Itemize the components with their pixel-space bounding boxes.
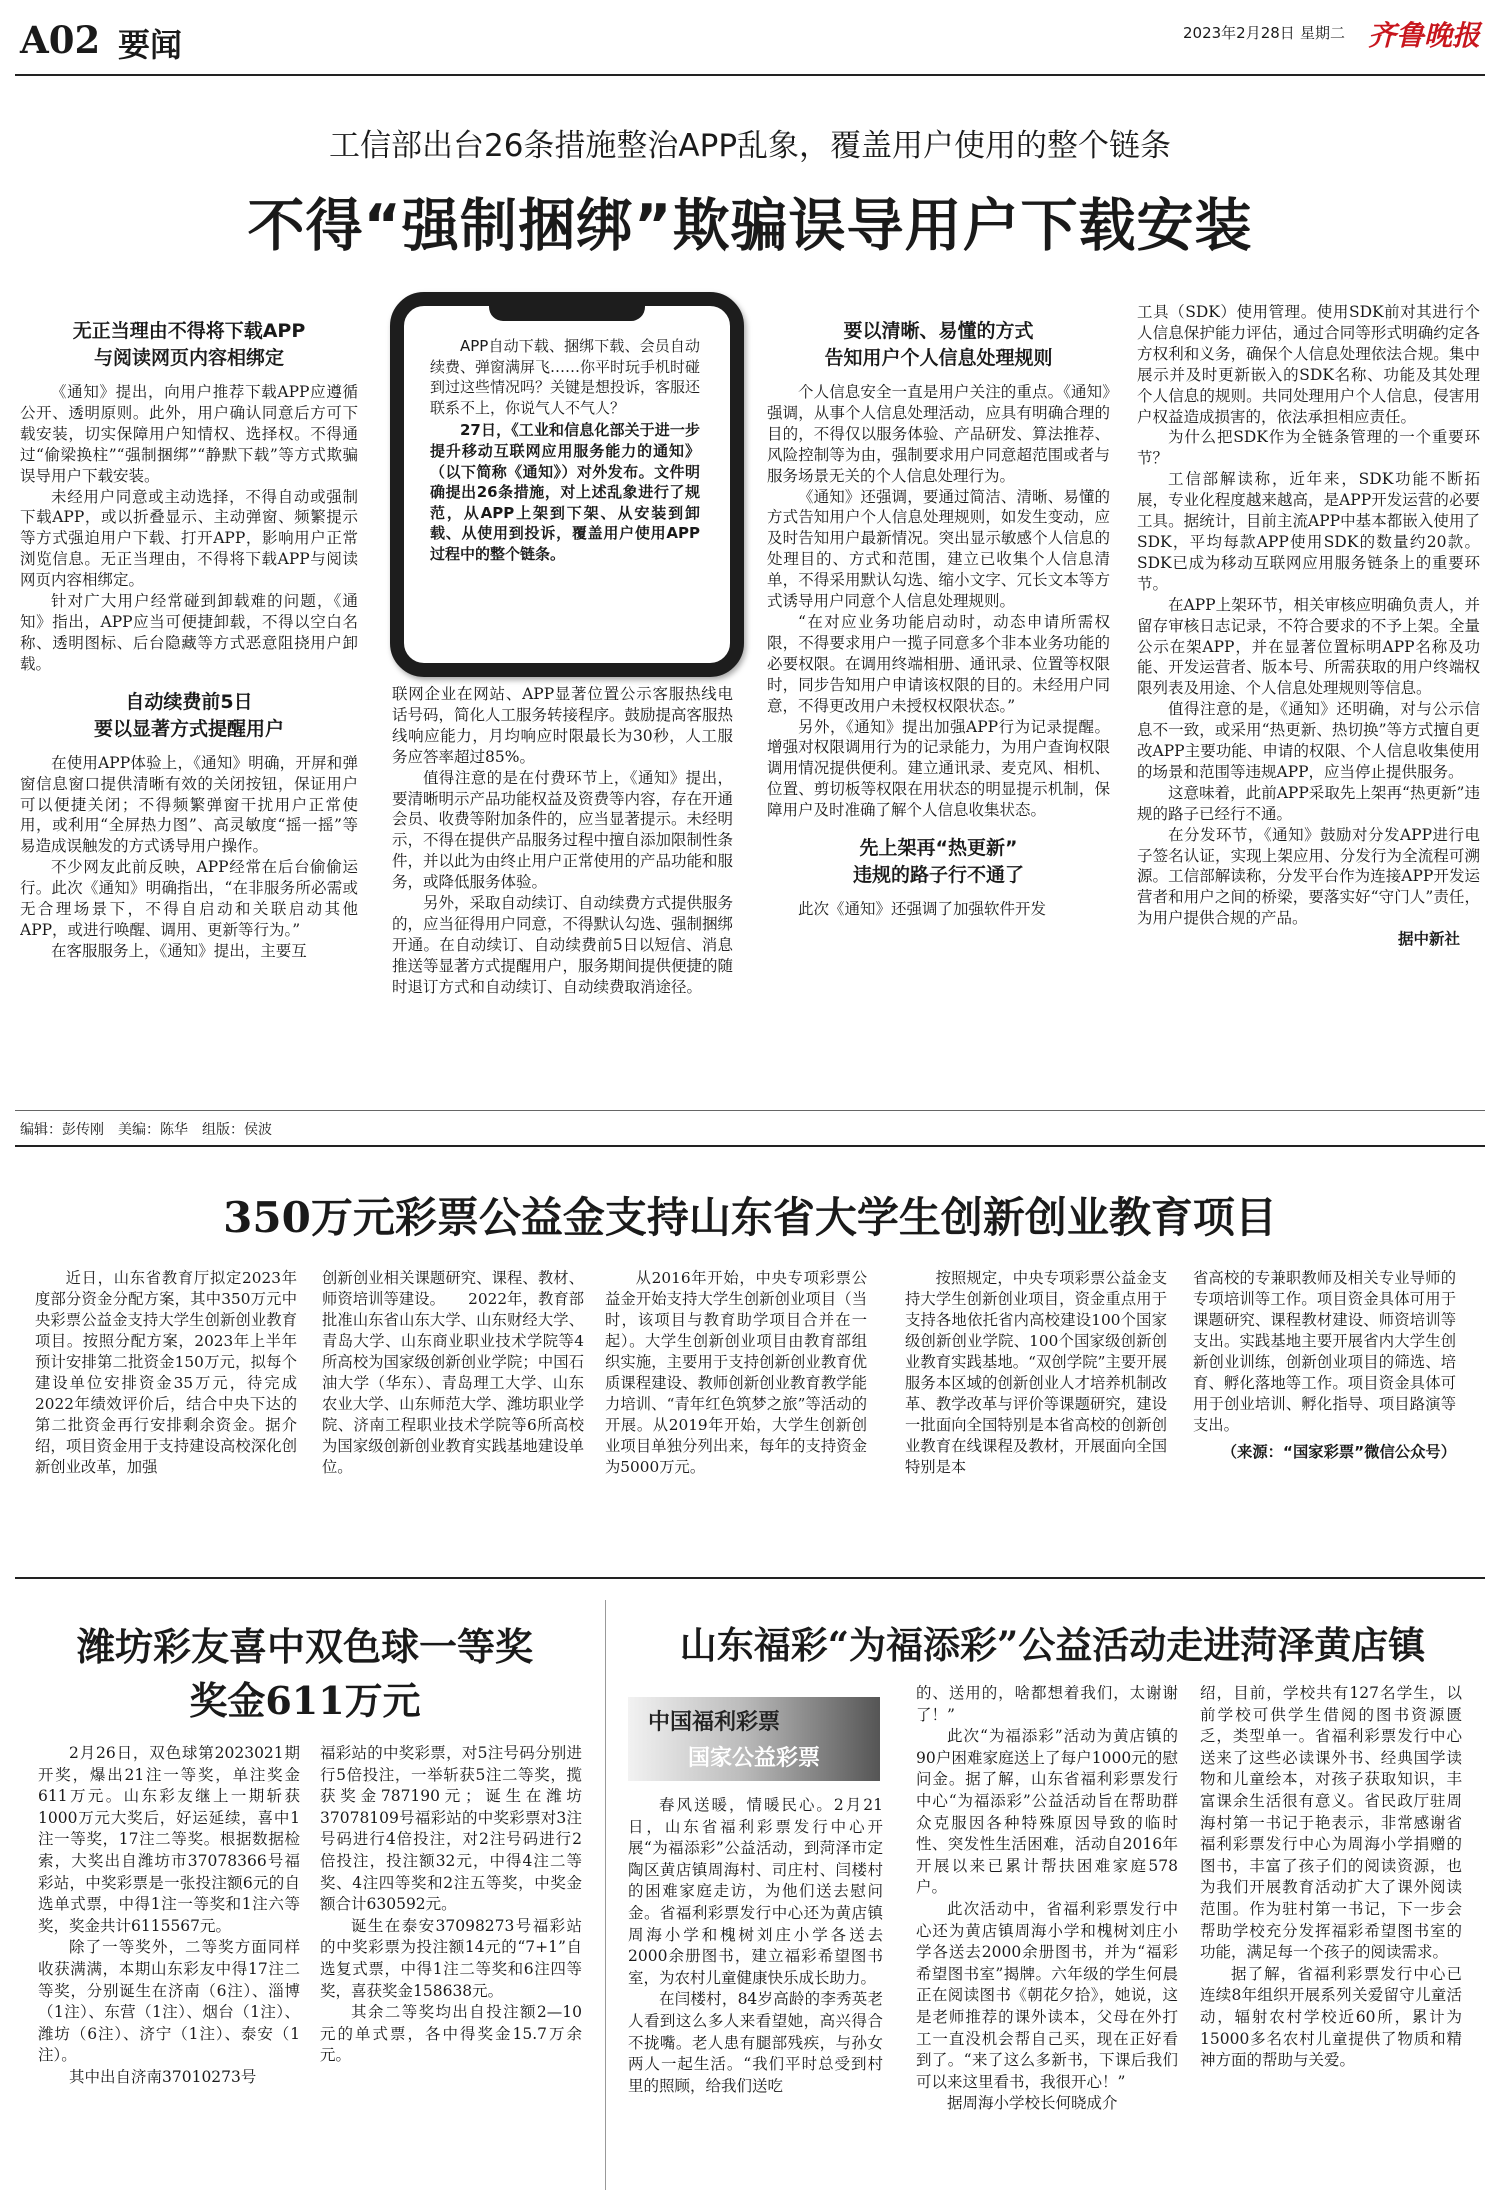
paragraph: 工具（SDK）使用管理。使用SDK前对其进行个人信息保护能力评估，通过合同等形式明确约定各方权利和义务，确保个人信息处理依法合规。集中展示并及时更新嵌入的SDK名称、功能及其处理个人信息的规则。共同处理用户个人信息，侵害用户权益造成损害的，依法承担相应责任。	[1137, 303, 1480, 426]
story1-source: 据中新社	[1397, 930, 1460, 949]
story1-column-1	[20, 318, 358, 1103]
logo-line-2: 国家公益彩票	[688, 1746, 821, 1771]
story2-column-2: 创新创业相关课题研究、课程、教材、师资培训等建设。 2022年，教育部批准山东省山东大学、山东财经大学、青岛大学、山东商业职业技术学院等4所高校为国家级创新创业学院；中国石油大学（华东）、青岛理工大学、山东农业大学、山东师范大学、潍坊职业学院、济南工程职业技术学院等6所高校为国家级创新创业教育实践基地建设单位。	[322, 1269, 584, 1476]
page-header	[0, 0, 1500, 75]
header-rule	[15, 74, 1485, 76]
subheading-auto-renew: 自动续费前5日 要以显著方式提醒用户	[93, 690, 284, 740]
story2-column-4: 按照规定，中央专项彩票公益金支持大学生创新创业项目，资金重点用于支持各地依托省内高校建设100个国家级创新创业学院、100个国家级创新创业教育实践基地。“双创学院”主要开展服务本区域的创新创业人才培养机制改革、教学改革与评价等课题研究，建设一批面向全国特别是本省高校的创新创业教育在线课程及教材，开展面向全国特别是本	[905, 1269, 1167, 1476]
paragraph: 个人信息安全一直是用户关注的重点。《通知》强调，从事个人信息处理活动，应具有明确合理的目的，不得仅以服务体验、产品研发、算法推荐、风险控制等为由，强制要求用户同意超范围或者与服务场景无关的个人信息处理行为。	[767, 383, 1110, 485]
section-name: 要闻	[118, 26, 183, 64]
subheading-personal-info: 要以清晰、易懂的方式 告知用户个人信息处理规则	[824, 320, 1053, 369]
story3-headline: 潍坊彩友喜中双色球一等奖 奖金611万元	[76, 1624, 533, 1723]
story2-column-3: 从2016年开始，中央专项彩票公益金开始支持大学生创新创业项目（当时，该项目与教育助学项目合并在一起）。大学生创新创业项目由教育部组织实施，主要用于支持创新创业教育优质课程建设、教师创新创业教育教学能力培训、“青年红色筑梦之旅”等活动的开展。从2019年开始，大学生创新创业项目单独分列出来，每年的支持资金为5000万元。	[605, 1269, 867, 1476]
paragraph: 《通知》还强调，要通过简洁、清晰、易懂的方式告知用户个人信息处理规则，如发生变动，应及时告知用户最新情况。突出显示敏感个人信息的处理目的、方式和范围，建立已收集个人信息清单，不得采用默认勾选、缩小文字、冗长文本等方式诱导用户同意个人信息处理规则。	[767, 487, 1110, 611]
paragraph: 不少网友此前反映，APP经常在后台偷偷运行。此次《通知》明确指出，“在非服务所必需或无合理场景下，不得自启动和关联启动其他APP，或进行唤醒、调用、更新等行为。”	[20, 858, 358, 939]
story2-column-5: 省高校的专兼职教师及相关专业导师的专项培训等工作。项目资金具体可用于课题研究、课程教材建设、师资培训等支出。实践基地主要开展省内大学生创新创业训练，创新创业项目的筛选、培育、孵化落地等工作。项目资金具体可用于创业培训、孵化指导、项目路演等支出。 （来源：“国家彩票”微信公众号）	[1193, 1269, 1456, 1461]
lottery-logo-badge	[628, 1697, 880, 1781]
paragraph: 此次《通知》还强调了加强软件开发	[798, 900, 1047, 919]
story1-column-4	[1137, 302, 1480, 1102]
story-divider	[605, 1600, 606, 2190]
paragraph: 另外，采取自动续订、自动续费方式提供服务的，应当征得用户同意，不得默认勾选、强制捆绑开通。在自动续订、自动续费前5日以短信、消息推送等显著方式提醒用户，服务期间提供便捷的随时退订方式和自动续订、自动续费取消途径。	[392, 894, 733, 996]
editors-rule	[15, 1110, 1485, 1111]
story1-kicker: 工信部出台26条措施整治APP乱象，覆盖用户使用的整个链条	[328, 128, 1172, 164]
paragraph: 这意味着，此前APP采取先上架再“热更新”违规的路子已经行不通。	[1137, 783, 1480, 823]
issue-date: 2023年2月28日	[1183, 24, 1295, 42]
page-code: A02	[20, 18, 101, 62]
paragraph: 《通知》提出，向用户推荐下载APP应遵循公开、透明原则。此外，用户确认同意后方可下载安装，切实保障用户知情权、选择权。不得通过“偷梁换柱”“强制捆绑”“静默下载”等方式欺骗误导用户下载安装。	[20, 383, 358, 485]
subheading-bundled-download: 无正当理由不得将下载APP 与阅读网页内容相绑定	[72, 320, 306, 369]
paragraph: 在分发环节，《通知》鼓励对分发APP进行电子签名认证，实现上架应用、分发行为全流程可溯源。工信部解读称，分发平台作为连接APP开发运营者和用户之间的桥梁，要落实好“守门人”责任，为用户提供合规的产品。	[1137, 825, 1480, 928]
paragraph: 值得注意的是在付费环节上，《通知》提出，要清晰明示产品功能权益及资费等内容，存在开通会员、收费等附加条件的，应当显著提示。未经明示，不得在提供产品服务过程中擅自添加限制性条件，并以此为由终止用户正常使用的产品功能和服务，或降低服务体验。	[392, 768, 733, 892]
story4-column-3: 绍，目前，学校共有127名学生，以前学校可供学生借阅的图书资源匮乏，类型单一。省福利彩票发行中心送来了这些必读课外书、经典国学读物和儿童绘本，对孩子获取知识，丰富课余生活很有意义。省民政厅驻周海村第一书记于艳表示，非常感谢省福利彩票发行中心为周海小学捐赠的图书，丰富了孩子们的阅读资源，也为我们开展教育活动扩大了课外阅读范围。作为驻村第一书记，下一步会帮助学校充分发挥福彩希望图书室的功能，满足每一个孩子的阅读需求。 据了解，省福利彩票发行中心已连续8年组织开展系列关爱留守儿童活动，辐射农村学校近60所，累计为15000多名农村儿童提供了物质和精神方面的帮助与关爱。	[1200, 1684, 1462, 2070]
phone-screen-text: APP自动下载、捆绑下载、会员自动续费、弹窗满屏飞……你平时玩手机时碰到过这些情况吗？关键是想投诉，客服还联系不上，你说气人不气人？ 27日，《工业和信息化部关于进一步提升移动互联网应用服务能力的通知》（以下简称《通知》）对外发布。文件明确提出26条措施，对上述乱象进行了规范，从APP上架到下架、从安装到卸载、从使用到投诉，覆盖用户使用APP过程中的整个链条。	[430, 337, 700, 563]
story1-column-2	[392, 684, 733, 1104]
story2-column-1: 近日，山东省教育厅拟定2023年度部分资金分配方案，其中350万元中央彩票公益金支持大学生创新创业教育项目。按照分配方案，2023年上半年预计安排第二批资金150万元，拟每个建设单位安排资金35万元，待完成2022年绩效评价后，结合中央下达的第二批资金再行安排剩余资金。据介绍，项目资金用于支持建设高校深化创新创业改革，加强	[35, 1269, 297, 1476]
story1-column-3	[767, 318, 1110, 1103]
story3-column-1: 2月26日，双色球第2023021期开奖，爆出21注一等奖，单注奖金611万元。山东彩友继上一期斩获1000万元大奖后，好运延续，喜中1注一等奖，17注二等奖。根据数据检索，大奖出自潍坊市37078366号福彩站，中奖彩票是一张投注额6元的自选单式票，中得1注一等奖和1注六等奖，奖金共计6115567元。 除了一等奖外，二等奖方面同样收获满满，本期山东彩友中得17注二等奖，分别诞生在济南（6注）、淄博（1注）、东营（1注）、烟台（1注）、潍坊（6注）、济宁（1注）、泰安（1注）。 其中出自济南37010273号	[38, 1744, 300, 2086]
paragraph: 在使用APP体验上，《通知》明确，开屏和弹窗信息窗口提供清晰有效的关闭按钮，保证用户可以便捷关闭；不得频繁弹窗干扰用户正常使用，或利用“全屏热力图”、高灵敏度“摇一摇”等易造成误触发的方式诱导用户操作。	[20, 753, 358, 856]
paragraph: 在APP上架环节，相关审核应明确负责人，并留存审核日志记录，不符合要求的不予上架。全量公示在架APP，并在显著位置标明APP名称及功能、开发运营者、版本号、所需获取的用户终端权限列表及用途、个人信息处理规则等信息。	[1137, 595, 1480, 698]
story4-headline: 山东福彩“为福添彩”公益活动走进菏泽黄店镇	[679, 1623, 1426, 1667]
paragraph: 工信部解读称，近年来，SDK功能不断拓展，专业化程度越来越高，是APP开发运营的必要工具。据统计，目前主流APP中基本都嵌入使用了SDK，平均每款APP使用SDK的数量约20款。SDK已成为移动互联网应用服务链条上的重要环节。	[1137, 470, 1480, 593]
paragraph: 联网企业在网站、APP显著位置公示客服热线电话号码，简化人工服务转接程序。鼓励提高客服热线响应能力，月均响应时限最长为30秒，人工服务应答率超过85%。	[392, 685, 733, 766]
paragraph: 未经用户同意或主动选择，不得自动或强制下载APP，或以折叠显示、主动弹窗、频繁提示等方式强迫用户下载、打开APP，影响用户正常浏览信息。无正当理由，不得将下载APP与阅读网页内容相绑定。	[20, 487, 358, 590]
paragraph: 另外，《通知》提出加强APP行为记录提醒。增强对权限调用行为的记录能力，为用户查询权限调用情况提供便利。建立通讯录、麦克风、相机、位置、剪切板等权限在用状态的明显提示机制，保障用户及时准确了解个人信息收集状态。	[767, 717, 1110, 820]
story1-headline: 不得“强制捆绑”欺骗误导用户下载安装	[247, 193, 1253, 259]
section-rule-2	[15, 1577, 1485, 1579]
paragraph: 为什么把SDK作为全链条管理的一个重要环节？	[1137, 428, 1480, 468]
editors-credit: 编辑：彭传刚 美编：陈华 组版：侯波	[20, 1122, 272, 1138]
paragraph: 值得注意的是，《通知》还明确，对与公示信息不一致，或采用“热更新、热切换”等方式擅自更改APP主要功能、申请的权限、个人信息收集使用的场景和范围等违规APP，应当停止提供服务。	[1137, 700, 1480, 781]
paragraph: 在客服服务上，《通知》提出，主要互	[51, 941, 307, 960]
paragraph: 针对广大用户经常碰到卸载难的问题，《通知》指出，APP应当可便捷卸载，不得以空白名称、透明图标、后台隐藏等方式恶意阻挠用户卸载。	[20, 592, 358, 673]
masthead-logo: 齐鲁晚报	[1368, 19, 1481, 52]
story2-headline: 350万元彩票公益金支持山东省大学生创新创业教育项目	[223, 1193, 1277, 1242]
paragraph: “在对应业务功能启动时，动态申请所需权限，不得要求用户一揽子同意多个非本业务功能的必要权限。在调用终端相册、通讯录、位置等权限时，同步告知用户申请该权限的目的。未经用户同意，不得更改用户未授权权限状态。”	[767, 612, 1110, 715]
section-rule	[15, 1145, 1485, 1147]
story4-column-2: 的、送用的，啥都想着我们，太谢谢了！” 此次“为福添彩”活动为黄店镇的90户困难家庭送上了每户1000元的慰问金。据了解，山东省福利彩票发行中心“为福添彩”公益活动旨在帮助群众克服因各种特殊原因导致的临时性、突发性生活困难，活动自2016年开展以来已累计帮扶困难家庭578户。 此次活动中，省福利彩票发行中心还为黄店镇周海小学和槐树刘庄小学各送去2000余册图书，并为“福彩希望图书室”揭牌。六年级的学生何晨正在阅读图书《朝花夕拾》，她说，这是老师推荐的课外读本，父母在外打工一直没机会帮自己买，现在正好看到了。“来了这么多新书，下课后我们可以来这里看书，我很开心！” 据周海小学校长何晓成介	[916, 1684, 1178, 2113]
phone-illustration	[390, 292, 744, 677]
story2-source: （来源：“国家彩票”微信公众号）	[1221, 1443, 1456, 1461]
story4-column-1: 春风送暖，情暖民心。2月21日，山东省福利彩票发行中心开展“为福添彩”公益活动，到菏泽市定陶区黄店镇周海村、司庄村、闫楼村的困难家庭走访，为他们送去慰问金。省福利彩票发行中心还为黄店镇周海小学和槐树刘庄小学各送去2000余册图书，建立福彩希望图书室，为农村儿童健康快乐成长助力。 在闫楼村，84岁高龄的李秀英老人看到这么多人来看望她，高兴得合不拢嘴。老人患有腿部残疾，与孙女两人一起生活。“我们平时总受到村里的照顾，给我们送吃	[628, 1796, 883, 2095]
subheading-hot-update: 先上架再“热更新” 违规的路子行不通了	[852, 837, 1024, 887]
story3-column-2: 福彩站的中奖彩票，对5注号码分别进行5倍投注，一举斩获5注二等奖，揽获奖金787190元；诞生在潍坊37078109号福彩站的中奖彩票对3注号码进行4倍投注，对2注号码进行2倍投注，投注额32元，中得4注二等奖、4注四等奖和2注五等奖，中奖金额合计630592元。 诞生在泰安37098273号福彩站的中奖彩票为投注额14元的“7+1”自选复式票，中得1注二等奖和6注四等奖，喜获奖金158638元。 其余二等奖均出自投注额2—10元的单式票，各中得奖金15.7万余元。	[320, 1744, 582, 2065]
logo-line-1: 中国福利彩票	[648, 1710, 781, 1735]
phone-notch	[489, 303, 645, 321]
issue-weekday: 星期二	[1300, 24, 1346, 42]
